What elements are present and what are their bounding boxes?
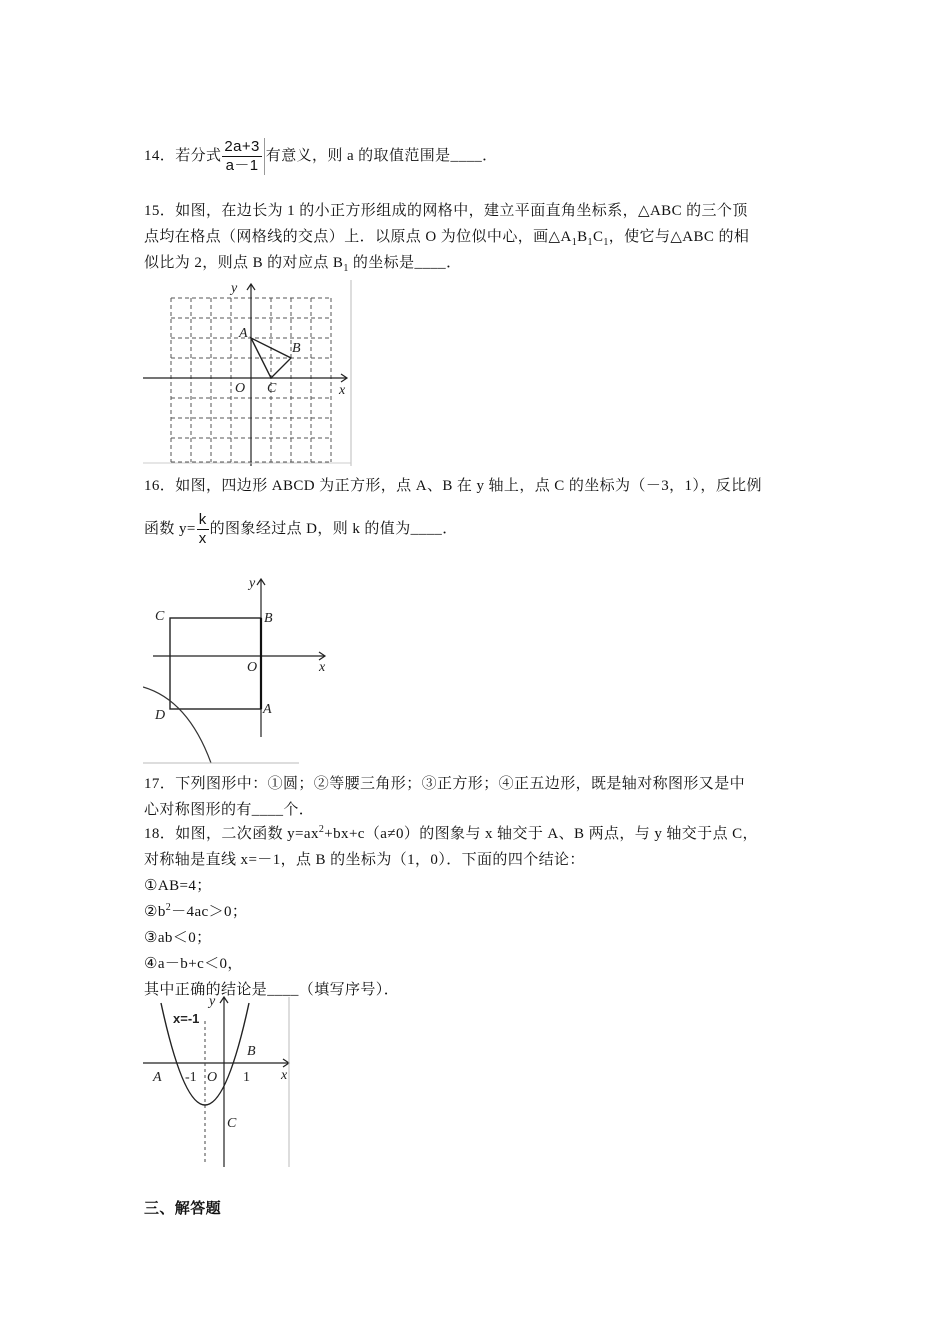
question-18 (144, 821, 814, 1003)
q15-sub-a1: 1 (571, 237, 578, 248)
q18-c2-sup: 2 (165, 902, 172, 913)
q15-label-b: B (292, 341, 301, 356)
q15-label-c: C (267, 381, 277, 396)
q14-fraction (222, 138, 264, 175)
q16-line1: 16．如图，四边形 ABCD 为正方形，点 A、B 在 y 轴上，点 C 的坐标为（－3，1），反比例 (144, 478, 762, 494)
q15-label-x: x (339, 383, 346, 398)
q18-label-y: y (209, 994, 216, 1009)
q18-label-b: B (247, 1044, 256, 1059)
q18-conclusion-3: ③ab＜0； (144, 930, 212, 946)
q18-c2-b: －4ac＞0； (171, 904, 248, 920)
q16-label-a: A (263, 702, 272, 717)
q15-line3-b: 的坐标是____． (348, 255, 462, 271)
q18-conclusion-2 (144, 899, 814, 925)
q18-label-minus1: -1 (185, 1070, 197, 1085)
question-16 (144, 473, 814, 548)
q16-label-b: B (264, 611, 273, 626)
q18-label-a: A (153, 1070, 162, 1085)
q18-parabola-figure (143, 993, 293, 1169)
q16-label-y: y (249, 576, 256, 591)
q16-fraction-denominator: x (198, 530, 207, 547)
q16-hyperbola (143, 687, 211, 763)
q15-label-a: A (239, 326, 248, 341)
q15-line2-b: B (577, 229, 588, 245)
q16-label-c: C (155, 609, 165, 624)
q18-symmetry-label: x=-1 (173, 1011, 200, 1026)
q17-line1: 17．下列图形中：①圆；②等腰三角形；③正方形；④正五边形，既是轴对称图形又是中 (144, 776, 746, 792)
q18-label-c: C (227, 1116, 237, 1131)
q18-line1 (144, 821, 814, 847)
section-3-heading: 三、解答题 (144, 1201, 222, 1217)
question-15 (144, 198, 814, 276)
q18-label-o: O (207, 1070, 218, 1085)
q15-line3-a: 似比为 2，则点 B 的对应点 B (144, 255, 344, 271)
q15-line1: 15．如图，在边长为 1 的小正方形组成的网格中，建立平面直角坐标系，△ABC 的三个顶 (144, 203, 748, 219)
q15-sub-b1-2: 1 (343, 263, 349, 274)
q15-sub-c1: 1 (603, 237, 609, 248)
q15-line2-d: ，使它与△ABC 的相 (608, 229, 750, 245)
q16-square-figure (143, 575, 335, 767)
q18-line1-b: +bx+c（a≠0）的图象与 x 轴交于 A、B 两点，与 y 轴交于点 C， (324, 826, 758, 842)
q16-fraction (197, 511, 209, 548)
q18-conclusion-1: ①AB=4； (144, 878, 212, 894)
q16-label-d: D (155, 708, 166, 723)
q16-label-x: x (319, 660, 326, 675)
q15-line2-c: C (592, 229, 604, 245)
q18-label-one: 1 (243, 1070, 250, 1085)
question-17 (144, 771, 814, 823)
q17-line2: 心对称图形的有____个． (144, 802, 315, 818)
q18-ask: 其中正确的结论是____（填写序号）． (144, 982, 400, 998)
q14-fraction-numerator: 2a+3 (224, 138, 260, 155)
q14-fraction-denominator: a－1 (225, 157, 259, 174)
q15-grid-figure (143, 280, 355, 466)
q16-line2-pre: 函数 y= (144, 520, 196, 537)
q15-label-o: O (235, 381, 246, 396)
q14-text-pre: 14．若分式 (144, 147, 222, 164)
q16-line2 (144, 511, 814, 548)
q14-text-post: 有意义，则 a 的取值范围是____． (265, 147, 498, 164)
q15-line3 (144, 250, 814, 276)
q15-label-y: y (231, 281, 238, 296)
q16-fraction-numerator: k (198, 511, 207, 528)
q16-line2-post: 的图象经过点 D，则 k 的值为____． (209, 520, 458, 537)
question-14 (144, 138, 814, 175)
q18-c2-a: ②b (144, 904, 166, 920)
q15-line2-a: 点均在格点（网格线的交点）上．以原点 O 为位似中心，画△A (144, 229, 572, 245)
q15-sub-b1: 1 (587, 237, 593, 248)
q16-label-o: O (247, 660, 258, 675)
q18-label-x: x (281, 1068, 288, 1083)
q18-line1-a: 18．如图，二次函数 y=ax (144, 826, 319, 842)
q18-conclusion-4: ④a－b+c＜0， (144, 956, 243, 972)
q18-sup-2: 2 (318, 824, 325, 835)
q15-line2 (144, 224, 814, 250)
q18-line2: 对称轴是直线 x=－1，点 B 的坐标为（1，0）．下面的四个结论： (144, 852, 585, 868)
